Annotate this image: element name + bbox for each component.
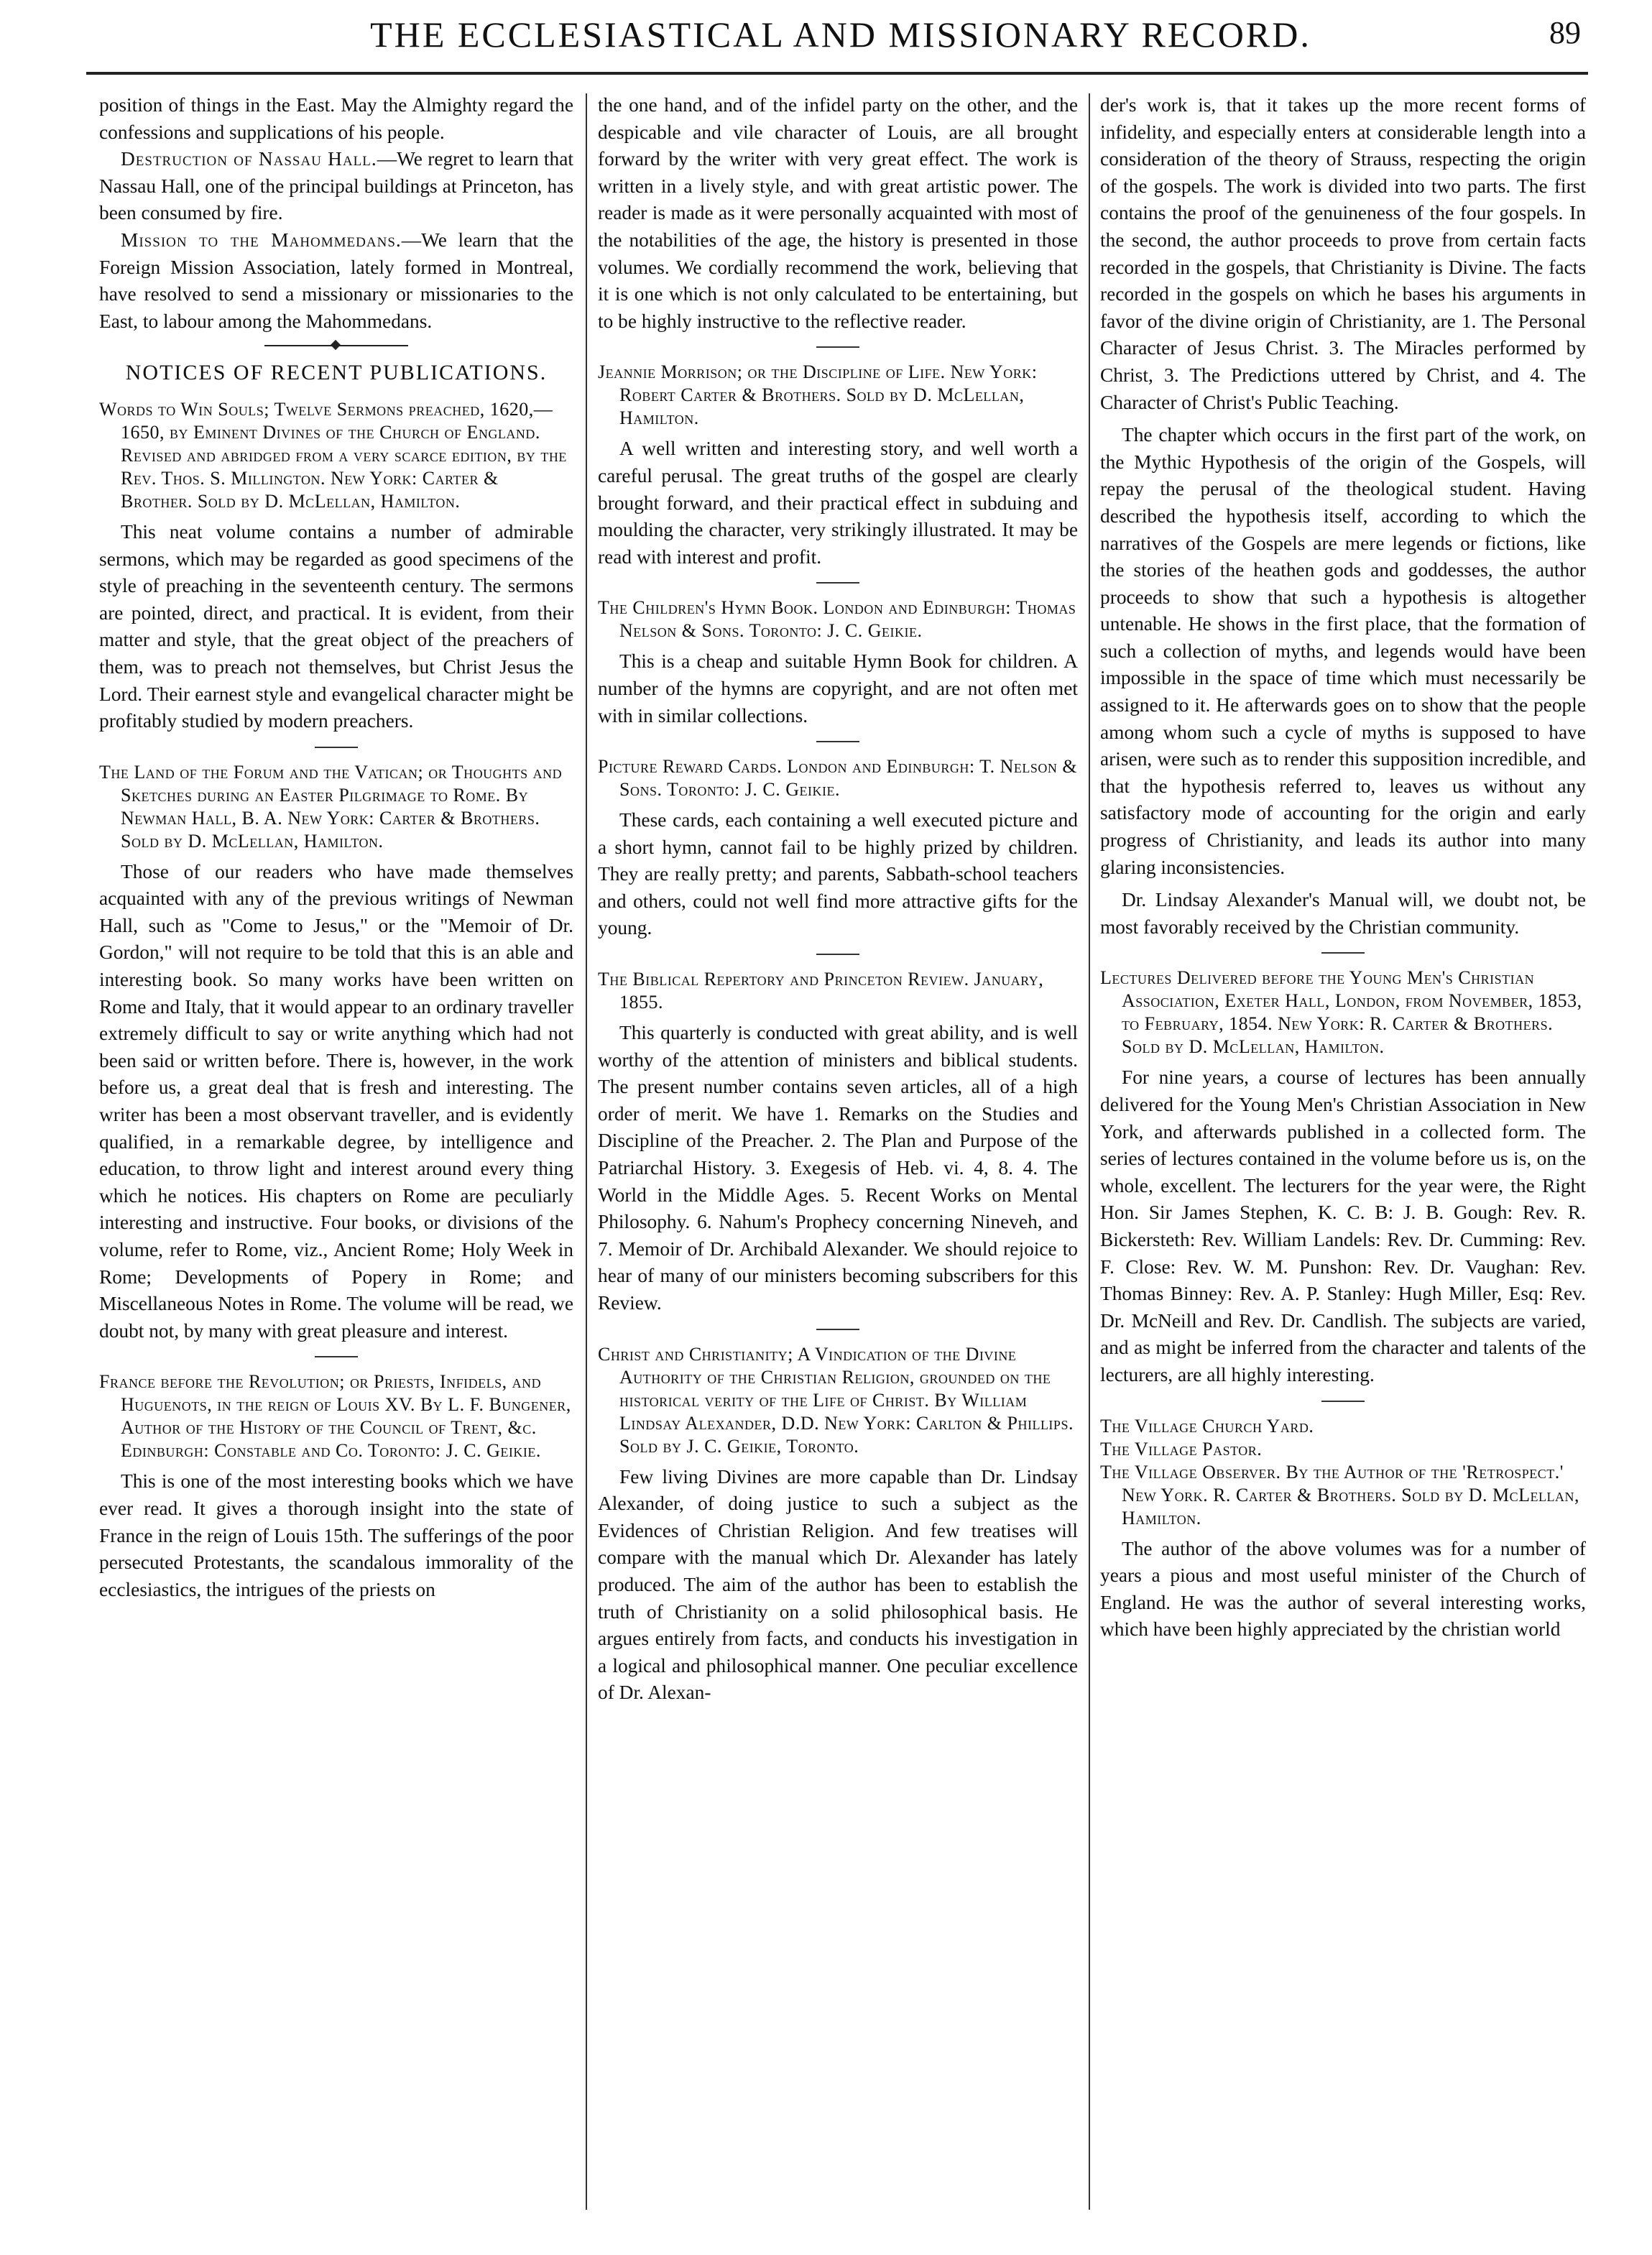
spacer — [598, 642, 1078, 648]
book-title-text: Jeannie Morrison; or the Discipline of Life. New York: Robert Carter & Brothers. Sold by D. McLellan, Hamilton. — [598, 361, 1038, 429]
book-title-text: The Children's Hymn Book. London and Edinburgh: Thomas Nelson & Sons. Toronto: J. C. Geikie. — [598, 597, 1076, 642]
news-title: Destruction of Nassau Hall. — [121, 148, 377, 170]
section-heading: NOTICES OF RECENT PUBLICATIONS. — [125, 361, 548, 385]
review-text: Those of our readers who have made themselves acquainted with any of the previous writings of Newman Hall, such as "Come to Jesus," or the "Memoir of Dr. Gordon," will not require to be told that this is an able and interesting book. So many works have been written on Rome and Italy, that it would appear to an ordinary traveller extremely difficult to say or write anything which had not been said or written before. There is, however, in the work before us, a great deal that is fresh and interesting. The writer has been a most observant traveller, and is evidently qualified, in a remarkable degree, by intelligence and education, to throw light and interest around every thing which he notices. His chapters on Rome are peculiarly interesting and instructive. Four books, or divisions of the volume, refer to Rome, viz., Ancient Rome; Holy Week in Rome; Developments of Popery in Rome; and Miscellaneous Notes in Rome. The volume will be read, we doubt not, by many with great pleasure and interest. — [99, 860, 573, 1342]
paragraph: The chapter which occurs in the first part of the work, on the Mythic Hypothesis of the origin of the Gospels, will repay the perusal of the theological student. Having described the hypothesis itself, according to which the narratives of the Gospels are mere legends or fictions, like the stories of the heathen gods and goddesses, the author proceeds to show that such a hypothesis is altogether untenable. He shows in the first place, that the formation of such a collection of myths, and legends would have been impossible in the space of time which must necessarily be assigned to it. He afterwards goes on to show that the people among whom such a cycle of myths is supposed to have arisen, were such as to render this supposition incredible, and that the hypothesis referred to, leaves us without any satisfactory mode of accounting for the origin and early progress of Christianity, and leads its author into many glaring inconsistencies. — [1100, 424, 1586, 878]
news-text: —We learn that the Foreign Mission Association, lately formed in Montreal, have resolved to send a missionary or missionaries to the East, to labour among the Mahommedans. — [99, 229, 573, 332]
book-title — [1100, 1415, 1586, 1438]
spacer — [598, 430, 1078, 435]
book-title — [598, 968, 1078, 1014]
column-1 — [99, 92, 573, 2208]
column-divider — [586, 93, 587, 2210]
spacer — [99, 513, 573, 519]
ornament-rule — [264, 345, 408, 346]
running-header — [101, 6, 1581, 63]
separator-rule — [816, 582, 859, 584]
book-title-text: Christ and Christianity; A Vindication of the Divine Authority of the Christian Religion, grounded on the historical verity of the Life of Christ. By William Lindsay Alexander, D.D. New York: Carlton & Phillips. Sold by J. C. Geikie, Toronto. — [598, 1343, 1074, 1457]
separator-rule — [816, 741, 859, 742]
book-title — [598, 361, 1078, 430]
book-title-text: Picture Reward Cards. London and Edinburgh: T. Nelson & Sons. Toronto: J. C. Geikie. — [598, 756, 1078, 801]
book-title-text: France before the Revolution; or Priests, Infidels, and Huguenots, in the reign of Louis XV. By L. F. Bungener, Author of the History of the Council of Trent, &c. Edinburgh: Constable and Co. Toronto: J. C. Geikie. — [99, 1371, 571, 1462]
review-text: This is one of the most interesting books which we have ever read. It gives a thorough insight into the state of France in the reign of Louis 15th. The sufferings of the poor persecuted Protestants, the scandalous immorality of the ecclesiastics, the intrigues of the priests on — [99, 1470, 573, 1600]
spacer — [1100, 1530, 1586, 1536]
book-title-text: The Village Church Yard. — [1100, 1415, 1314, 1437]
book-title — [1100, 1461, 1586, 1530]
separator-rule — [816, 1329, 859, 1330]
separator-rule — [315, 1356, 358, 1357]
spacer — [1100, 1059, 1586, 1064]
book-title-text: The Village Observer. By the Author of the 'Retrospect.' New York. R. Carter & Brothers. Sold by D. McLellan, Hamilton. — [1100, 1461, 1579, 1528]
book-title — [598, 596, 1078, 642]
review-text: The author of the above volumes was for a number of years a pious and most useful minister of the Church of England. He was the author of several interesting works, which have been highly appreciated by the christian world — [1100, 1537, 1586, 1641]
book-title — [598, 1343, 1078, 1458]
separator-rule — [816, 954, 859, 955]
news-item-mahommedans — [99, 227, 573, 335]
review-text: For nine years, a course of lectures has been annually delivered for the Young Men's Christian Association in New York, and afterwards published in a collected form. The series of lectures contained in the volume before us is, on the whole, excellent. The lecturers for the year were, the Right Hon. Sir James Stephen, K. C. B: J. B. Gough: Rev. R. Bickersteth: Rev. William Landels: Rev. Dr. Cumming: Rev. F. Close: Rev. W. M. Punshon: Rev. Dr. Vaughan: Rev. Thomas Binney: Rev. A. P. Stanley: Hugh Miller, Esq: Rev. Dr. McNeill and Rev. Dr. Candlish. The subjects are varied, and as might be inferred from the character and talents of the lecturers, are all highly interesting. — [1100, 1066, 1586, 1385]
column-2 — [598, 92, 1078, 2208]
book-title — [1100, 1438, 1586, 1461]
paragraph: der's work is, that it takes up the more recent forms of infidelity, and especially enters at considerable length into a consideration of the theory of Strauss, respecting the origin of the gospels. The work is divided into two parts. The first contains the proof of the genuineness of the four gospels. In the second, the author proceeds to prove from certain facts recorded in the gospels, that Christianity is Divine. The facts recorded in the gospels on which he bases his arguments in favor of the divine origin of Christianity, are 1. The Personal Character of Jesus Christ. 3. The Miracles performed by Christ, 3. The Predictions uttered by Christ, and 4. The Character of Christ's Public Teaching. — [1100, 94, 1586, 413]
spacer — [598, 1458, 1078, 1464]
column-divider — [1089, 93, 1090, 2210]
separator-rule — [816, 346, 859, 348]
book-title-text: The Village Pastor. — [1100, 1438, 1263, 1459]
separator-rule — [1321, 1401, 1365, 1402]
review-text: This is a cheap and suitable Hymn Book for children. A number of the hymns are copyright, and are not often met with in similar collections. — [598, 650, 1078, 727]
book-title-text: Words to Win Souls; Twelve Sermons preached, 1620,—1650, by Eminent Divines of the Church of England. Revised and abridged from a very scarce edition, by the Rev. Thos. S. Millington. New York: Carter & Brother. Sold by D. McLellan, Hamilton. — [99, 398, 567, 512]
spacer — [598, 1014, 1078, 1020]
book-title-text: The Land of the Forum and the Vatican; or Thoughts and Sketches during an Easter Pilgrimage to Rome. By Newman Hall, B. A. New York: Carter & Brothers. Sold by D. McLellan, Hamilton. — [99, 761, 563, 852]
book-title — [99, 398, 573, 513]
book-title — [99, 761, 573, 853]
spacer — [598, 801, 1078, 807]
header-rule — [86, 72, 1588, 75]
review-text: A well written and interesting story, and well worth a careful perusal. The great truths of the gospel are clearly brought forward, and their practical effect in subduing and moulding the character, very strikingly illustrated. It may be read with interest and profit. — [598, 438, 1078, 568]
review-text: Few living Divines are more capable than Dr. Lindsay Alexander, of doing justice to such a subject as the Evidences of Christian Religion. And few treatises will compare with the manual which Dr. Alexander has lately produced. The aim of the author has been to establish the truth of Christianity on a solid philosophical basis. He argues entirely from facts, and conducts his investigation in a logical and philosophical manner. One peculiar excellence of Dr. Alexan- — [598, 1465, 1078, 1704]
book-title — [598, 755, 1078, 801]
spacer — [1100, 416, 1586, 422]
paragraph: the one hand, and of the infidel party on the other, and the despicable and vile character of Louis, are all brought forward by the writer with very great effect. The work is written in a lively style, and with great artistic power. The reader is made as it were personally acquainted with most of the notabilities of the age, the history is presented in those volumes. We cordially recommend the work, believing that it is one which is not only calculated to be entertaining, but to be highly instructive to the reflective reader. — [598, 94, 1078, 332]
paragraph: position of things in the East. May the Almighty regard the confessions and supplications of his people. — [99, 94, 573, 143]
column-3 — [1100, 92, 1586, 2208]
spacer — [99, 853, 573, 859]
news-text: —We regret to learn that Nassau Hall, one of the principal buildings at Princeton, has been consumed by fire. — [99, 148, 573, 224]
spacer — [99, 1462, 573, 1468]
separator-rule — [1321, 952, 1365, 954]
journal-title: THE ECCLESIASTICAL AND MISSIONARY RECORD. — [370, 14, 1311, 55]
review-text: This neat volume contains a number of admirable sermons, which may be regarded as good specimens of the style of preaching in the seventeenth century. The sermons are pointed, direct, and practical. It is evident, from their matter and style, that the great object of the preachers of them, was to preach not themselves, but Christ Jesus the Lord. Their earnest style and evangelical character might be profitably studied by modern preachers. — [99, 520, 573, 732]
paragraph: Dr. Lindsay Alexander's Manual will, we doubt not, be most favorably received by the Christian community. — [1100, 889, 1586, 938]
spacer — [1100, 881, 1586, 887]
news-title: Mission to the Mahommedans. — [121, 229, 402, 251]
book-title-text: Lectures Delivered before the Young Men's Christian Association, Exeter Hall, London, from November, 1853, to February, 1854. New York: R. Carter & Brothers. Sold by D. McLellan, Hamilton. — [1100, 967, 1582, 1058]
review-text: These cards, each containing a well executed picture and a short hymn, cannot fail to be highly prized by children. They are really pretty; and parents, Sabbath-school teachers and others, could not well find more attractive gifts for the young. — [598, 809, 1078, 939]
news-item-nassau — [99, 146, 573, 227]
book-title-text: The Biblical Repertory and Princeton Review. January, 1855. — [598, 969, 1044, 1013]
book-title — [1100, 967, 1586, 1059]
book-title — [99, 1370, 573, 1462]
page-number: 89 — [1549, 15, 1581, 50]
separator-rule — [315, 747, 358, 748]
review-text: This quarterly is conducted with great ability, and is well worthy of the attention of ministers and biblical students. The present number contains seven articles, all of a high order of merit. We have 1. Remarks on the Studies and Discipline of the Preacher. 2. The Plan and Purpose of the Patriarchal History. 3. Exegesis of Heb. vi. 4, 8. 4. The World in the Middle Ages. 5. Recent Works on Mental Philosophy. 6. Nahum's Prophecy concerning Nineveh, and 7. Memoir of Dr. Archibald Alexander. We should rejoice to hear of many of our ministers becoming subscribers for this Review. — [598, 1022, 1078, 1314]
